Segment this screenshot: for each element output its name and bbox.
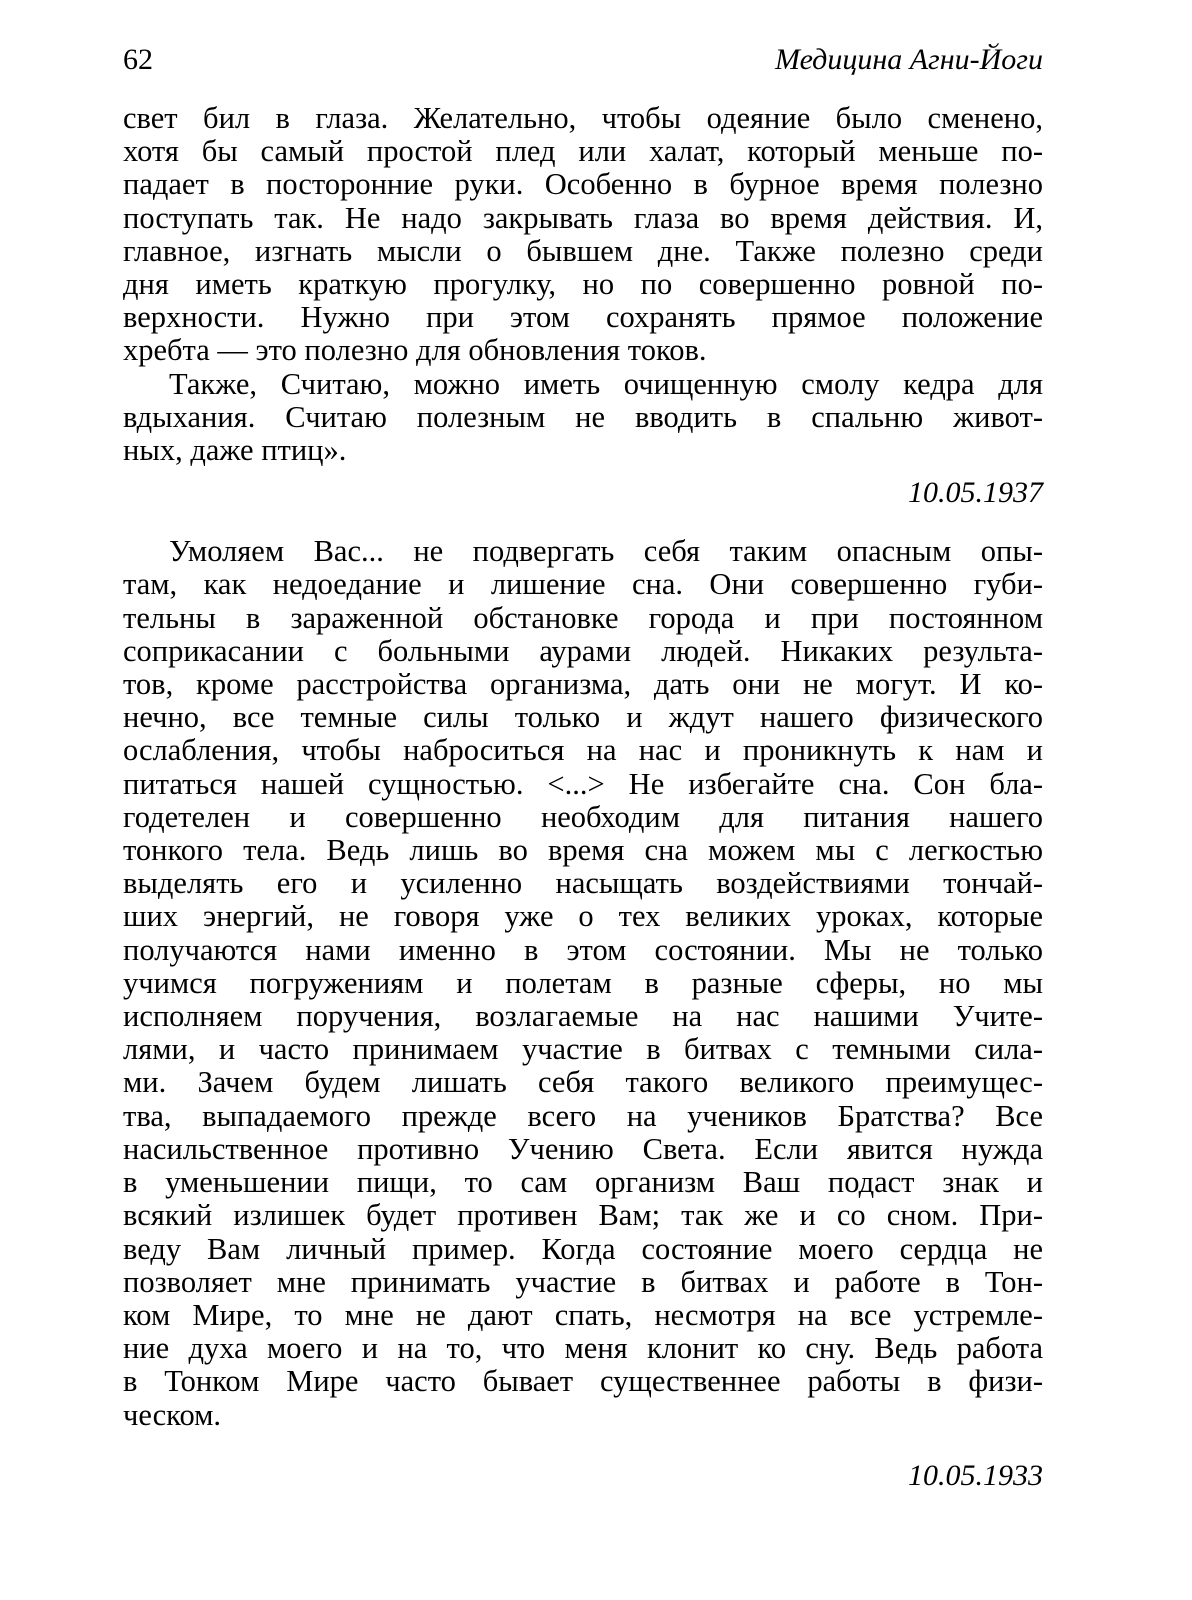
text-line: насильственное противно Учению Света. Если явится нужда bbox=[123, 1131, 1043, 1166]
text-line: в Тонком Мире часто бывает существеннее работы в физи- bbox=[123, 1364, 1043, 1399]
text-line: свет бил в глаза. Желательно, чтобы одеяние было сменено, bbox=[123, 101, 1043, 135]
text-line: ком Мире, то мне не дают спать, несмотря на все устремле- bbox=[123, 1297, 1043, 1332]
text-line: ших энергий, не говоря уже о тех великих уроках, которые bbox=[123, 899, 1043, 934]
date-stamp: 10.05.1933 bbox=[908, 1458, 1043, 1492]
text-line: годетелен и совершенно необходим для питания нашего bbox=[123, 799, 1043, 834]
text-line: верхности. Нужно при этом сохранять прямое положение bbox=[123, 300, 1043, 335]
text-line: учимся погружениям и полетам в разные сферы, но мы bbox=[123, 965, 1043, 1000]
book-page bbox=[123, 40, 1043, 1496]
text-line: ческом. bbox=[123, 1397, 222, 1432]
text-line: тонкого тела. Ведь лишь во время сна можем мы с легкостью bbox=[123, 833, 1043, 868]
text-line: тва, выпадаемого прежде всего на учеников Братства? Все bbox=[123, 1098, 1043, 1133]
text-line: Также, Считаю, можно иметь очищенную смолу кедра для bbox=[169, 366, 1043, 401]
text-line: ние духа моего и на то, что меня клонит ко сну. Ведь работа bbox=[123, 1331, 1043, 1366]
text-line: позволяет мне принимать участие в битвах и работе в Тон- bbox=[123, 1264, 1043, 1299]
text-line: ослабления, чтобы наброситься на нас и проникнуть к нам и bbox=[123, 733, 1043, 768]
text-line: ных, даже птиц». bbox=[123, 433, 347, 468]
text-line: падает в посторонние руки. Особенно в бурное время полезно bbox=[123, 167, 1043, 202]
text-line: там, как недоедание и лишение сна. Они совершенно губи- bbox=[123, 567, 1043, 602]
text-line: тов, кроме расстройства организма, дать они не могут. И ко- bbox=[123, 667, 1043, 702]
date-stamp: 10.05.1937 bbox=[908, 476, 1043, 510]
page-header bbox=[123, 40, 1043, 92]
text-line: Умоляем Вас... не подвергать себя таким опасным опы- bbox=[169, 534, 1043, 569]
text-line: выделять его и усиленно насыщать воздействиями тончай- bbox=[123, 866, 1043, 901]
text-line: дня иметь краткую прогулку, но по совершенно ровной по- bbox=[123, 267, 1043, 302]
text-line: хотя бы самый простой плед или халат, который меньше по- bbox=[123, 134, 1043, 169]
text-line: соприкасании с больными аурами людей. Никаких результа- bbox=[123, 633, 1043, 668]
text-line: нечно, все темные силы только и ждут нашего физического bbox=[123, 700, 1043, 735]
text-line: вдыхания. Считаю полезным не вводить в спальню живот- bbox=[123, 399, 1043, 434]
text-line: всякий излишек будет противен Вам; так же и со сном. При- bbox=[123, 1198, 1043, 1233]
text-line: исполняем поручения, возлагаемые на нас нашими Учите- bbox=[123, 999, 1043, 1034]
section-gap bbox=[123, 513, 1043, 535]
text-line: тельны в зараженной обстановке города и при постоянном bbox=[123, 600, 1043, 635]
text-line: в уменьшении пищи, то сам организм Ваш подаст знак и bbox=[123, 1165, 1043, 1200]
text-line: ми. Зачем будем лишать себя такого великого преимущес- bbox=[123, 1065, 1043, 1100]
running-title: Медицина Агни-Йоги bbox=[775, 43, 1043, 76]
text-line: веду Вам личный пример. Когда состояние моего сердца не bbox=[123, 1231, 1043, 1266]
text-line: главное, изгнать мысли о бывшем дне. Также полезно среди bbox=[123, 233, 1043, 268]
letter-paragraph bbox=[123, 535, 1043, 1431]
text-line: лями, и часто принимаем участие в битвах с темными сила- bbox=[123, 1032, 1043, 1067]
text-line: питаться нашей сущностью. <...> Не избегайте сна. Сон бла- bbox=[123, 766, 1043, 801]
text-line: хребта — это полезно для обновления токов. bbox=[123, 333, 707, 368]
paragraph bbox=[123, 102, 1043, 368]
text-line: поступать так. Не надо закрывать глаза во время действия. И, bbox=[123, 200, 1043, 235]
text-line: получаются нами именно в этом состоянии. Мы не только bbox=[123, 932, 1043, 967]
page-number: 62 bbox=[123, 43, 153, 76]
paragraph bbox=[123, 368, 1043, 468]
